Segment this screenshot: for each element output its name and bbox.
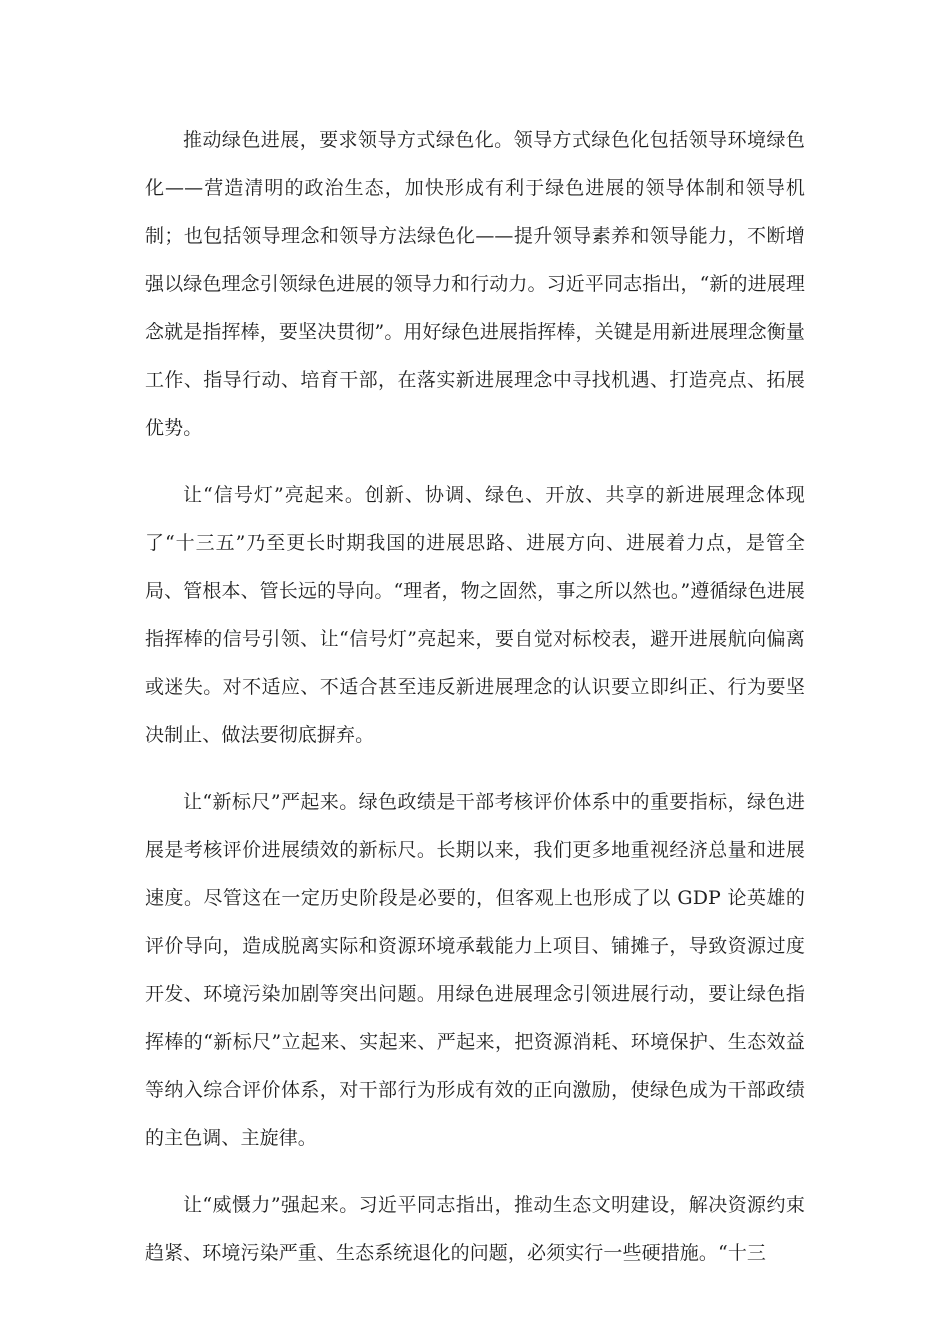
paragraph-green-leadership: 推动绿色进展，要求领导方式绿色化。领导方式绿色化包括领导环境绿色化——营造清明的政治生态，加快形成有利于绿色进展的领导体制和领导机制；也包括领导理念和领导方法绿色化——提升领导素养和领导能力，不断增强以绿色理念引领绿色进展的领导力和行动力。习近平同志指出，“新的进展理念就是指挥棒，要坚决贯彻”。用好绿色进展指挥棒，关键是用新进展理念衡量工作、指导行动、培育干部，在落实新进展理念中寻找机遇、打造亮点、拓展优势。	[145, 129, 805, 439]
paragraph-deterrence: 让“威慑力”强起来。习近平同志指出，推动生态文明建设，解决资源约束趋紧、环境污染严重、生态系统退化的问题，必须实行一些硬措施。“十三	[145, 1194, 805, 1264]
document-body	[145, 116, 805, 1277]
paragraph-signal-light: 让“信号灯”亮起来。创新、协调、绿色、开放、共享的新进展理念体现了“十三五”乃至更长时期我国的进展思路、进展方向、进展着力点，是管全局、管根本、管长远的导向。“理者，物之固然，事之所以然也。”遵循绿色进展指挥棒的信号引领、让“信号灯”亮起来，要自觉对标校表，避开进展航向偏离或迷失。对不适应、不适合甚至违反新进展理念的认识要立即纠正、行为要坚决制止、做法要彻底摒弃。	[145, 484, 805, 746]
paragraph-new-standard: 让“新标尺”严起来。绿色政绩是干部考核评价体系中的重要指标，绿色进展是考核评价进展绩效的新标尺。长期以来，我们更多地重视经济总量和进展速度。尽管这在一定历史阶段是必要的，但客观上也形成了以 GDP 论英雄的评价导向，造成脱离实际和资源环境承载能力上项目、铺摊子，导致资源过度开发、环境污染加剧等突出问题。用绿色进展理念引领进展行动，要让绿色指挥棒的“新标尺”立起来、实起来、严起来，把资源消耗、环境保护、生态效益等纳入综合评价体系，对干部行为形成有效的正向激励，使绿色成为干部政绩的主色调、主旋律。	[145, 791, 805, 1149]
